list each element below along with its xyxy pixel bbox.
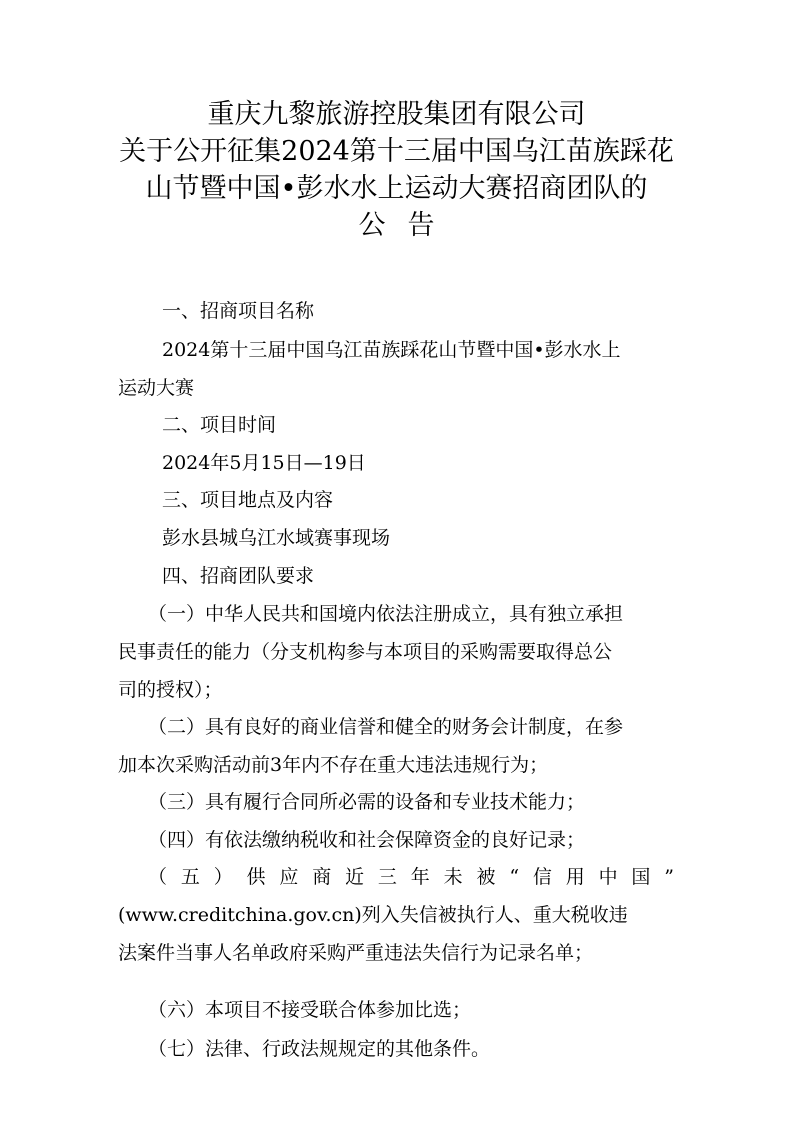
requirement-6: （六）本项目不接受联合体参加比选；: [148, 999, 472, 1021]
requirement-7: （七）法律、行政法规规定的其他条件。: [148, 1038, 491, 1060]
requirement-1-line-1: （一）中华人民共和国境内依法注册成立，具有独立承担: [148, 603, 624, 625]
title-line-announcement: 公告: [358, 210, 457, 241]
requirement-5-line-3: 法案件当事人名单政府采购严重违法失信行为记录名单；: [118, 942, 594, 964]
title-line-subject-2: 山节暨中国•彭水水上运动大赛招商团队的: [145, 173, 648, 204]
requirement-3: （三）具有履行合同所必需的设备和专业技术能力；: [148, 791, 586, 813]
requirement-4: （四）有依法缴纳税收和社会保障资金的良好记录；: [148, 829, 586, 851]
requirement-2-line-1: （二）具有良好的商业信誉和健全的财务会计制度，在参: [148, 716, 624, 738]
document-title: [100, 96, 693, 244]
requirement-2-line-2: 加本次采购活动前3年内不存在重大违法违规行为；: [118, 754, 549, 776]
section-3-heading: 三、项目地点及内容: [162, 489, 334, 511]
section-2-heading: 二、项目时间: [162, 414, 277, 436]
section-4-heading: 四、招商团队要求: [162, 565, 315, 587]
section-1-text-line-2: 运动大赛: [118, 377, 195, 399]
requirement-1-line-2: 民事责任的能力（分支机构参与本项目的采购需要取得总公: [118, 641, 613, 663]
section-1-text-line-1: 2024第十三届中国乌江苗族踩花山节暨中国•彭水水上: [162, 339, 621, 361]
title-line-company: 重庆九黎旅游控股集团有限公司: [207, 99, 586, 130]
section-3-text: 彭水县城乌江水域赛事现场: [162, 527, 391, 549]
requirement-5-line-1: （五）供应商近三年未被“信用中国”: [148, 866, 674, 888]
title-line-subject-1: 关于公开征集2024第十三届中国乌江苗族踩花: [119, 136, 674, 167]
requirement-1-line-3: 司的授权）；: [118, 679, 223, 701]
requirement-5-line-2: (www.creditchina.gov.cn)列入失信被执行人、重大税收违: [118, 904, 628, 926]
section-2-text: 2024年5月15日—19日: [162, 452, 366, 474]
section-1-heading: 一、招商项目名称: [162, 300, 315, 322]
